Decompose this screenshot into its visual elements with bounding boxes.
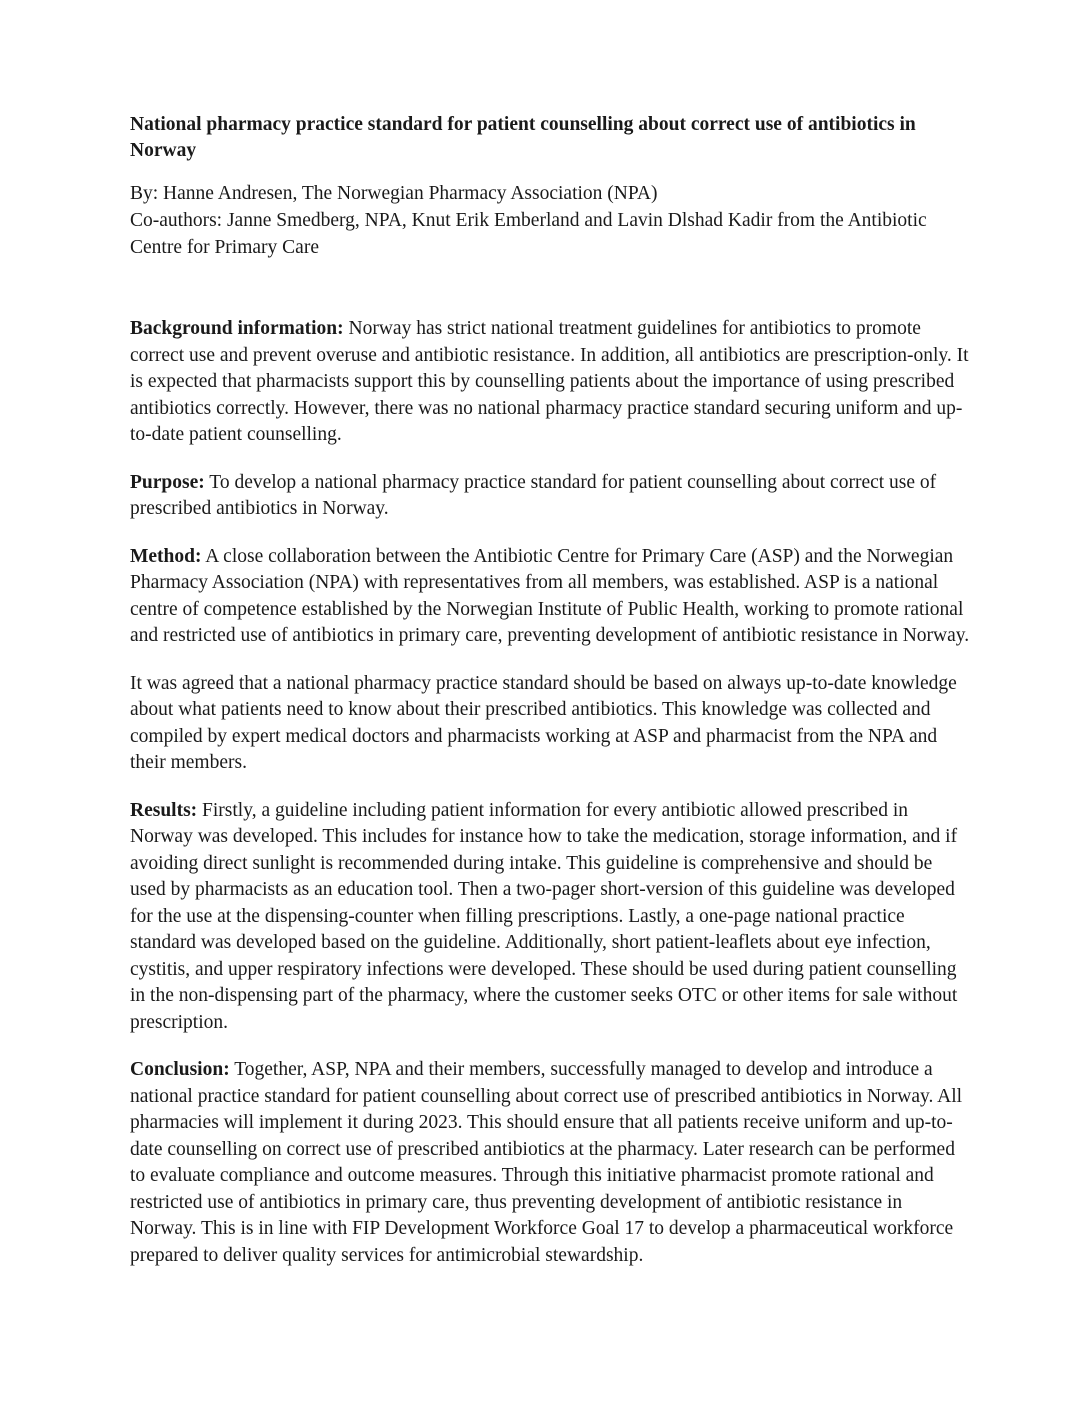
- background-text: Norway has strict national treatment guidelines for antibiotics to promote correct use and prevent overuse and antibiotic resistance. In addition, all antibiotics are prescription-only. It is expected that pharmacists support this by counselling patients about the importance of using prescribed antibiotics correctly. However, there was no national pharmacy practice standard securing uniform and up-to-date patient counselling.: [130, 318, 969, 445]
- results-heading: Results:: [130, 799, 198, 821]
- spacer: [130, 523, 970, 544]
- spacer: [130, 261, 970, 316]
- results-text: Firstly, a guideline including patient information for every antibiotic allowed prescribed in Norway was developed. This includes for instance how to take the medication, storage information, and if avoiding direct sunlight is recommended during intake. This guideline is comprehensive and should be used by pharmacists as an education tool. Then a two-pager short-version of this guideline was developed for the use at the dispensing-counter when filling prescriptions. Lastly, a one-page national practice standard was developed based on the guideline. Additionally, short patient-leaflets about eye infection, cystitis, and upper respiratory infections were developed. These should be used during patient counselling in the non-dispensing part of the pharmacy, where the customer seeks OTC or other items for sale without prescription.: [130, 799, 958, 1033]
- purpose-text: To develop a national pharmacy practice standard for patient counselling about correct use of prescribed antibiotics in Norway.: [130, 471, 937, 519]
- byline: [130, 180, 970, 261]
- results-paragraph: [130, 798, 970, 1037]
- spacer: [130, 449, 970, 470]
- document-page: [130, 112, 970, 1269]
- background-heading: Background information:: [130, 318, 344, 339]
- background-paragraph: [130, 316, 970, 449]
- conclusion-heading: Conclusion:: [130, 1059, 230, 1080]
- spacer: [130, 1036, 970, 1057]
- spacer: [130, 777, 970, 798]
- purpose-paragraph: [130, 470, 970, 523]
- agreement-paragraph: It was agreed that a national pharmacy practice standard should be based on always up-to-date knowledge about what patients need to know about their prescribed antibiotics. This knowledge was collected and compiled by expert medical doctors and pharmacists working at ASP and pharmacist from the NPA and their members.: [130, 672, 957, 773]
- method-text: A close collaboration between the Antibiotic Centre for Primary Care (ASP) and the Norwegian Pharmacy Association (NPA) with representatives from all members, was established. ASP is a national centre of competence established by the Norwegian Institute of Public Health, working to promote rational and restricted use of antibiotics in primary care, preventing development of antibiotic resistance in Norway.: [130, 545, 970, 646]
- method-heading: Method:: [130, 545, 202, 567]
- method-paragraph: [130, 544, 970, 650]
- spacer: [130, 650, 970, 671]
- author-line: By: Hanne Andresen, The Norwegian Pharmacy Association (NPA): [130, 183, 658, 204]
- conclusion-paragraph: [130, 1057, 970, 1269]
- coauthors-line: Co-authors: Janne Smedberg, NPA, Knut Erik Emberland and Lavin Dlshad Kadir from the Antibiotic Centre for Primary Care: [130, 210, 927, 258]
- purpose-heading: Purpose:: [130, 471, 205, 493]
- document-title: National pharmacy practice standard for patient counselling about correct use of antibiotics in Norway: [130, 114, 916, 161]
- conclusion-text: Together, ASP, NPA and their members, successfully managed to develop and introduce a national practice standard for patient counselling about correct use of prescribed antibiotics in Norway. All pharmacies will implement it during 2023. This should ensure that all patients receive uniform and up-to-date counselling on correct use of prescribed antibiotics at the pharmacy. Later research can be performed to evaluate compliance and outcome measures. Through this initiative pharmacist promote rational and restricted use of antibiotics in primary care, thus preventing development of antibiotic resistance in Norway. This is in line with FIP Development Workforce Goal 17 to develop a pharmaceutical workforce prepared to deliver quality services for antimicrobial stewardship.: [130, 1059, 963, 1266]
